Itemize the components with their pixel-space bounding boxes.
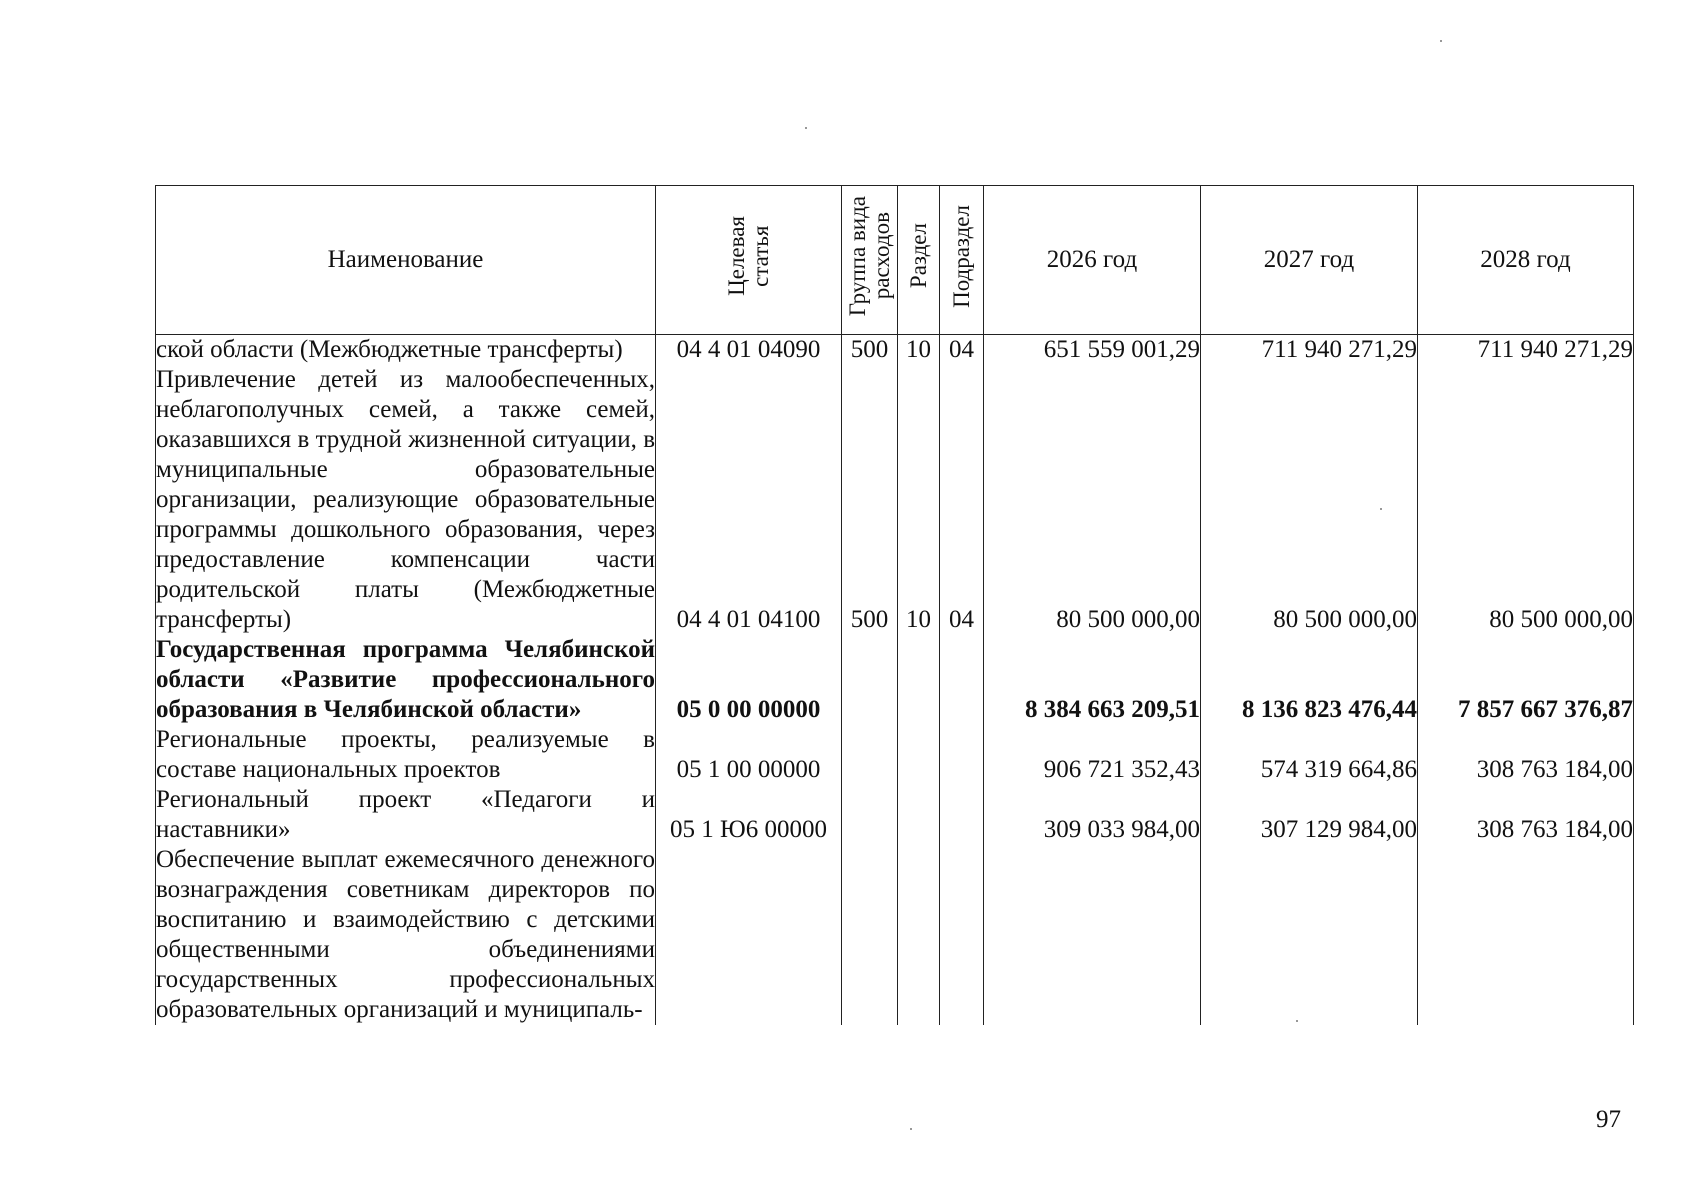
row-group	[842, 785, 898, 845]
row-subsection: 04	[940, 365, 984, 635]
row-name: Обеспечение выплат ежемесячного денежного вознаграждения советникам директоров по воспитанию и взаимодействию с детскими общественными объединениями государственных профессиональных образовательных организаций и муниципаль-	[156, 846, 655, 1023]
header-2028: 2028 год	[1418, 186, 1634, 335]
header-expense-group: Группа вида расходов	[842, 186, 898, 335]
scan-speck	[1380, 508, 1382, 510]
row-2028: 711 940 271,29	[1418, 335, 1634, 366]
row-group	[842, 635, 898, 725]
row-2028: 308 763 184,00	[1418, 785, 1634, 845]
row-2026: 651 559 001,29	[984, 335, 1201, 366]
header-name: Наименование	[156, 186, 656, 335]
header-target-article: Целевая статья	[656, 186, 842, 335]
table-row	[156, 845, 1634, 1025]
row-code: 05 1 Ю6 00000	[656, 785, 842, 845]
row-subsection	[940, 725, 984, 785]
row-group	[842, 725, 898, 785]
row-code: 04 4 01 04090	[656, 335, 842, 366]
row-section: 10	[898, 335, 940, 366]
row-name: Региональные проекты, реализуемые в составе национальных проектов	[156, 726, 655, 783]
budget-table	[155, 185, 1634, 1025]
header-2027: 2027 год	[1201, 186, 1418, 335]
row-subsection: 04	[940, 335, 984, 366]
row-group: 500	[842, 365, 898, 635]
table-row	[156, 725, 1634, 785]
page-number: 97	[1596, 1106, 1621, 1133]
row-2026: 80 500 000,00	[984, 365, 1201, 635]
header-subsection: Подраздел	[940, 186, 984, 335]
row-2028: 308 763 184,00	[1418, 725, 1634, 785]
row-2027: 711 940 271,29	[1201, 335, 1418, 366]
table-row	[156, 335, 1634, 366]
row-2027	[1201, 845, 1418, 1025]
row-name: Привлечение детей из малообеспеченных, неблагополучных семей, а также семей, оказавшихся в трудной жизненной ситуации, в муниципальные образовательные организации, реализующие образовательные программы дошкольного образования, через предоставление компенсации части родительской платы (Межбюджетные трансферты)	[156, 366, 655, 633]
row-2027: 80 500 000,00	[1201, 365, 1418, 635]
row-code	[656, 845, 842, 1025]
row-2027: 574 319 664,86	[1201, 725, 1418, 785]
row-section	[898, 785, 940, 845]
row-name: Региональный проект «Педагоги и наставники»	[156, 786, 655, 843]
table-body	[156, 335, 1634, 1026]
row-section	[898, 845, 940, 1025]
table-row	[156, 635, 1634, 725]
table-header	[156, 186, 1634, 335]
scan-speck	[805, 127, 807, 129]
row-name: Государственная программа Челябинской области «Развитие профессионального образования в Челябинской области»	[156, 636, 655, 723]
scan-speck	[1440, 40, 1442, 42]
row-2026: 8 384 663 209,51	[984, 635, 1201, 725]
row-2028: 7 857 667 376,87	[1418, 635, 1634, 725]
scan-speck	[910, 1128, 912, 1130]
row-section	[898, 635, 940, 725]
row-2027: 307 129 984,00	[1201, 785, 1418, 845]
row-2026: 309 033 984,00	[984, 785, 1201, 845]
row-section	[898, 725, 940, 785]
scan-speck	[1296, 1020, 1298, 1022]
row-subsection	[940, 635, 984, 725]
header-2026: 2026 год	[984, 186, 1201, 335]
row-2026: 906 721 352,43	[984, 725, 1201, 785]
row-2027: 8 136 823 476,44	[1201, 635, 1418, 725]
row-subsection	[940, 845, 984, 1025]
row-2028	[1418, 845, 1634, 1025]
row-code: 05 0 00 00000	[656, 635, 842, 725]
header-section: Раздел	[898, 186, 940, 335]
row-section: 10	[898, 365, 940, 635]
row-2026	[984, 845, 1201, 1025]
table-row	[156, 365, 1634, 635]
row-subsection	[940, 785, 984, 845]
table-row	[156, 785, 1634, 845]
row-group	[842, 845, 898, 1025]
row-2028: 80 500 000,00	[1418, 365, 1634, 635]
row-code: 04 4 01 04100	[656, 365, 842, 635]
row-code: 05 1 00 00000	[656, 725, 842, 785]
row-group: 500	[842, 335, 898, 366]
row-name: ской области (Межбюджетные трансферты)	[156, 335, 656, 366]
